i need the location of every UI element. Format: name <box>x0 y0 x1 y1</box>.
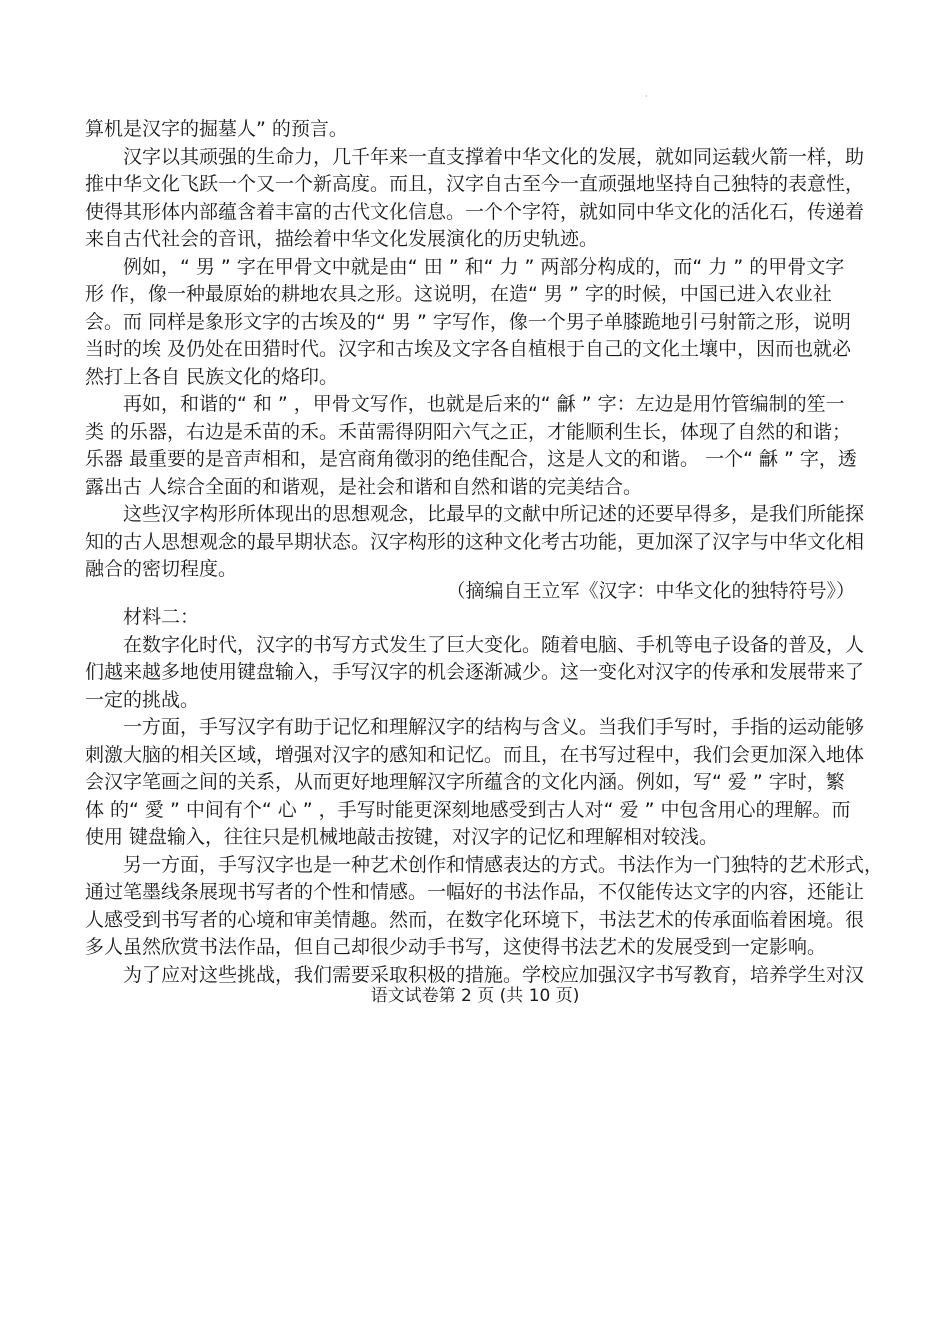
text-line: 刺激大脑的相关区域，增强对汉字的感知和记忆。而且，在书写过程中，我们会更加深入地体 <box>85 743 865 766</box>
text-line: 这些汉字构形所体现出的思想观念，比最早的文献中所记述的还要早得多，是我们所能探 <box>123 503 865 525</box>
text-line: 通过笔墨线条展现书写者的个性和情感。一幅好的书法作品，不仅能传达文字的内容，还能让 <box>85 881 865 903</box>
page-footer: 语文试卷第 2 页 (共 10 页) <box>370 986 580 1006</box>
text-line: 多人虽然欣赏书法作品，但自己却很少动手书写，这使得书法艺术的发展受到一定影响。 <box>85 936 827 958</box>
text-line: 在数字化时代，汉字的书写方式发生了巨大变化。随着电脑、手机等电子设备的普及，人 <box>123 633 865 656</box>
text-line: 然打上各自 民族文化的烙印。 <box>85 365 339 388</box>
text-line: 算机是汉字的掘墓人” 的预言。 <box>85 118 348 140</box>
text-line: 一定的挑战。 <box>85 688 200 711</box>
text-line: 使得其形体内部蕴含着丰富的古代文化信息。一个个字符，就如同中华文化的活化石，传递着 <box>85 200 865 223</box>
text-line: 推中华文化飞跃一个又一个新高度。而且，汉字自古至今一直顽强地坚持自己独特的表意性， <box>85 173 865 195</box>
text-line: 人感受到书写者的心境和审美情趣。然而，在数字化环境下，书法艺术的传承面临着困境。很 <box>85 908 865 931</box>
text-line: 乐器 最重要的是音声相和，是宫商角徵羽的绝佳配合，这是人文的和谐。 一个“ 龢 ” 字，透 <box>85 448 857 470</box>
text-line: 们越来越多地使用键盘输入，手写汉字的机会逐渐减少。这一变化对汉字的传承和发展带来了 <box>85 661 865 683</box>
text-line: 材料二： <box>123 606 200 628</box>
text-line: 使用 键盘输入，往往只是机械地敲击按键，对汉字的记忆和理解相对较浅。 <box>85 826 719 848</box>
text-line: 一方面，手写汉字有助于记忆和理解汉字的结构与含义。当我们手写时，手指的运动能够 <box>123 716 865 738</box>
material-one-body <box>85 116 875 584</box>
text-line: 来自古代社会的音讯，描绘着中华文化发展演化的历史轨迹。 <box>85 228 599 250</box>
text-line: 融合的密切程度。 <box>85 558 238 580</box>
text-line: 知的古人思想观念的最早期状态。汉字构形的这种文化考古功能，更加深了汉字与中华文化相 <box>85 530 865 553</box>
material-two-body <box>85 604 884 989</box>
source-citation: （摘编自王立军《汉字：中华文化的独特符号》） <box>446 580 855 602</box>
text-line: 为了应对这些挑战，我们需要采取积极的措施。学校应加强汉字书写教育，培养学生对汉 <box>123 963 865 986</box>
text-line: 另一方面，手写汉字也是一种艺术创作和情感表达的方式。书法作为一门独特的艺术形式， <box>123 853 884 876</box>
text-line: 再如，和谐的“ 和 ” ，甲骨文写作，也就是后来的“ 龢 ” 字：左边是用竹管编制的笙一 <box>123 393 845 415</box>
text-line: 类 的乐器，右边是禾苗的禾。禾苗需得阴阳六气之正，才能顺利生长，体现了自然的和谐； <box>85 420 852 443</box>
text-line: 会。而 同样是象形文字的古埃及的“ 男 ” 字写作，像一个男子单膝跪地引弓射箭之形，说明 <box>85 310 851 333</box>
text-line: 汉字以其顽强的生命力，几千年来一直支撑着中华文化的发展，就如同运载火箭一样，助 <box>123 145 865 168</box>
text-line: 会汉字笔画之间的关系，从而更好地理解汉字所蕴含的文化内涵。例如，写“ 爱 ” 字时，繁 <box>85 771 845 793</box>
text-line: 体 的“ 愛 ” 中间有个“ 心 ” ，手写时能更深刻地感受到古人对“ 爱 ” 中包含用心的理解。而 <box>85 798 851 821</box>
text-line: 例如，“ 男 ” 字在甲骨文中就是由“ 田 ” 和“ 力 ” 两部分构成的，而“ 力 ” 的甲骨文字 <box>123 255 845 278</box>
text-line: 当时的埃 及仍处在田猎时代。汉字和古埃及文字各自植根于自己的文化土壤中，因而也就必 <box>85 338 852 360</box>
text-line: 露出古 人综合全面的和谐观，是社会和谐和自然和谐的完美结合。 <box>85 475 643 498</box>
text-line: 形 作，像一种最原始的耕地农具之形。这说明，在造“ 男 ” 字的时候，中国已进入农业社 <box>85 283 832 305</box>
top-mark: · <box>645 92 648 101</box>
